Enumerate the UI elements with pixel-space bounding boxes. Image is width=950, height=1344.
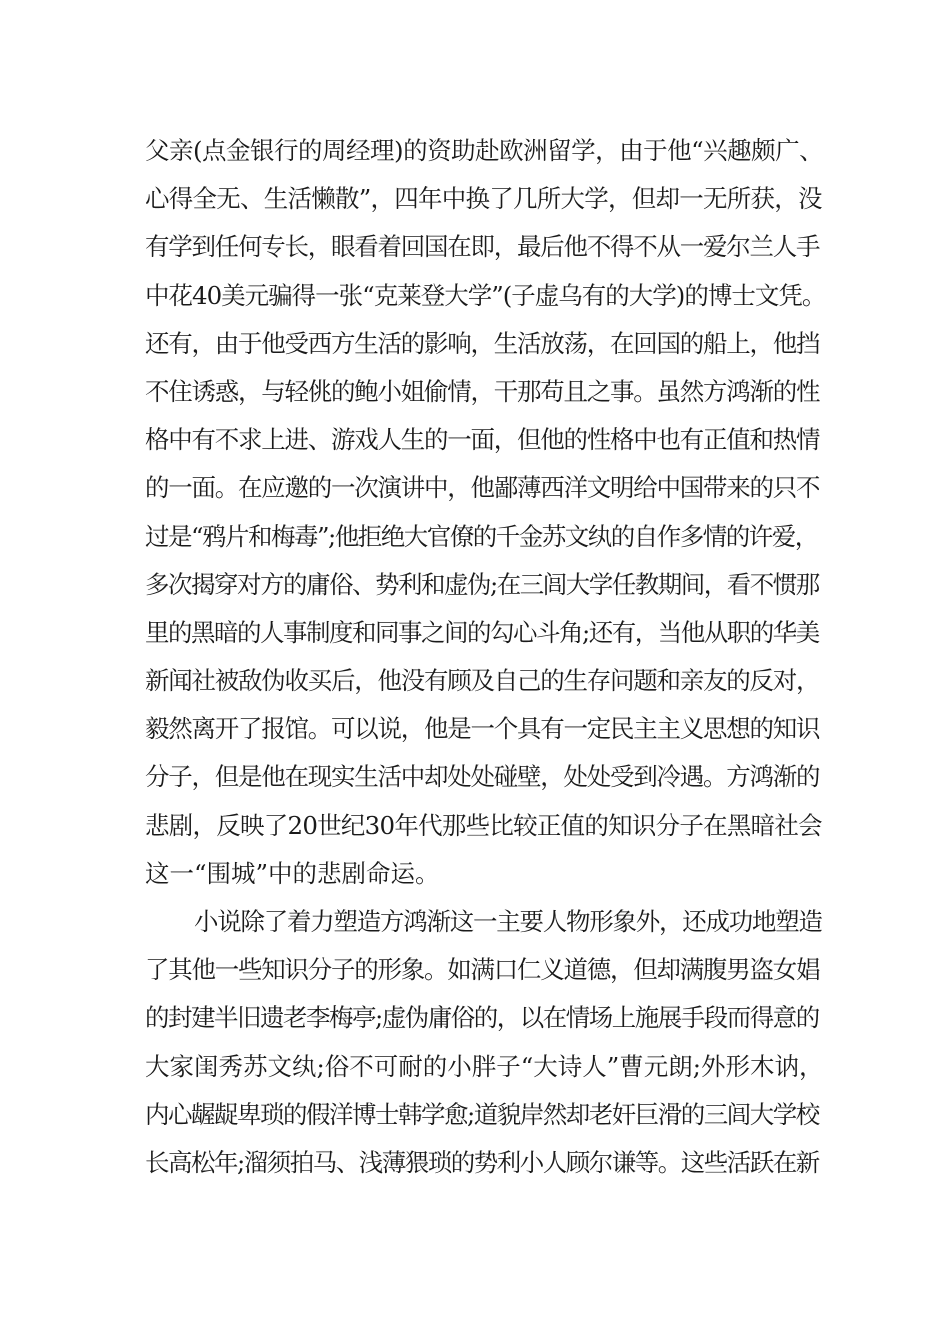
text-line: 分子，但是他在现实生活中却处处碰壁，处处受到冷遇。方鸿渐的 bbox=[145, 762, 820, 792]
text-line: 的封建半旧遗老李梅亭;虚伪庸俗的，以在情场上施展手段而得意的 bbox=[145, 1003, 819, 1033]
text-line: 里的黑暗的人事制度和同事之间的勾心斗角;还有，当他从职的华美 bbox=[145, 617, 819, 647]
text-line: 多次揭穿对方的庸俗、势利和虚伪;在三闾大学任教期间，看不惯那 bbox=[145, 569, 819, 599]
text-line: 过是“鸦片和梅毒”;他拒绝大官僚的千金苏文纨的自作多情的许爱， bbox=[145, 521, 818, 551]
text-line: 了其他一些知识分子的形象。如满口仁义道德，但却满腹男盗女娼 bbox=[145, 955, 820, 985]
body-text bbox=[145, 127, 825, 1187]
text-line: 的一面。在应邀的一次演讲中，他鄙薄西洋文明给中国带来的只不 bbox=[145, 473, 820, 503]
text-line: 新闻社被敌伪收买后，他没有顾及自己的生存问题和亲友的反对， bbox=[145, 666, 820, 696]
text-line: 不住诱惑，与轻佻的鲍小姐偷情，干那苟且之事。虽然方鸿渐的性 bbox=[145, 376, 820, 406]
text-line: 长高松年;溜须拍马、浅薄猥琐的势利小人顾尔谦等。这些活跃在新 bbox=[145, 1147, 819, 1177]
text-line: 大家闺秀苏文纨;俗不可耐的小胖子“大诗人”曹元朗;外形木讷， bbox=[145, 1051, 824, 1081]
text-line: 毅然离开了报馆。可以说，他是一个具有一定民主主义思想的知识 bbox=[145, 714, 820, 744]
text-line: 还有，由于他受西方生活的影响，生活放荡，在回国的船上，他挡 bbox=[145, 328, 820, 358]
text-line: 父亲(点金银行的周经理)的资助赴欧洲留学，由于他“兴趣颇广、 bbox=[145, 136, 824, 165]
text-line: 内心龌龊卑琐的假洋博士韩学愈;道貌岸然却老奸巨滑的三闾大学校 bbox=[145, 1099, 819, 1129]
text-line: 有学到任何专长，眼看着回国在即，最后他不得不从一爱尔兰人手 bbox=[145, 232, 820, 262]
text-line: 这一“围城”中的悲剧命运。 bbox=[145, 858, 440, 888]
text-line: 心得全无、生活懒散”，四年中换了几所大学，但却一无所获，没 bbox=[145, 184, 822, 214]
paragraph-start-line: 小说除了着力塑造方鸿渐这一主要人物形象外，还成功地塑造 bbox=[194, 907, 822, 936]
text-line: 中花40美元骗得一张“克莱登大学”(子虚乌有的大学)的博士文凭。 bbox=[145, 280, 826, 310]
text-line: 格中有不求上进、游戏人生的一面，但他的性格中也有正值和热情 bbox=[145, 425, 820, 455]
text-line: 悲剧，反映了20世纪30年代那些比较正值的知识分子在黑暗社会 bbox=[145, 810, 822, 840]
